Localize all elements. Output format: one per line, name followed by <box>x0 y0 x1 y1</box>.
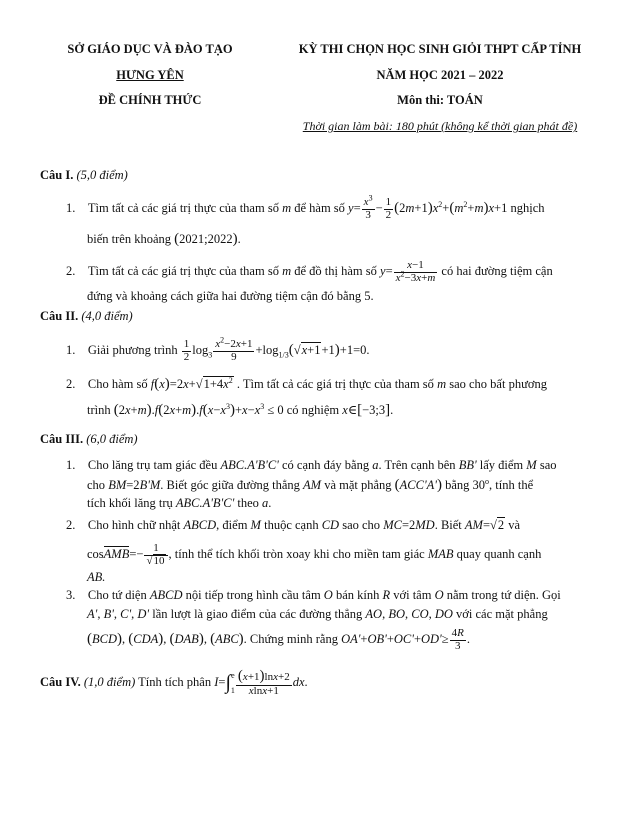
q1-1-line1: 1. Tìm tất cả các giá trị thực của tham số m để hàm số y= $\frac{x^3}{3}$ − $\frac{1}{2}$ $(2m+1)x^2+(m^2+m)x+1$ nghịch <box>66 193 545 221</box>
q3-1-line1: 1. Cho lăng trụ tam giác đều ABC.A'B'C' có cạnh đáy bằng a. Trên cạnh bên BB' lấy điểm M sao <box>66 458 557 472</box>
q3-1-line3: tích khối lăng trụ ABC.A'B'C' theo a. <box>87 496 272 510</box>
q1-2-line1: 2. Tìm tất cả các giá trị thực của tham số m để đồ thị hàm số y= $\frac{x-1}{x^2-3x+m}$ có hai đường tiệm cận <box>66 259 553 284</box>
q3-2-line1: 2. Cho hình chữ nhật ABCD, điểm M thuộc cạnh CD sao cho MC=2MD. Biết AM=√2 và <box>66 518 521 532</box>
section-title-2: Câu II. (4,0 điểm) <box>40 309 133 323</box>
q2-1-line1: 1. Giải phương trình $\frac{1}{2}$ $\log_3$ $\frac{x^2-2x+1}{9}$ $+\log_{1/3}(√x+1+1)+1=0$. <box>66 335 370 363</box>
q3-3-line2: A', B', C', D' lần lượt là giao điểm của các đường thẳng AO, BO, CO, DO với các mặt phẳng <box>87 607 548 621</box>
q3-1-line2: cho BM=2B'M. Biết góc giữa đường thẳng AM và mặt phẳng (ACC'A') bằng 30$^o$, tính thể <box>87 476 534 493</box>
section-title-1: Câu I. (5,0 điểm) <box>40 168 128 182</box>
q3-3-line1: 3. Cho tứ diện ABCD nội tiếp trong hình cầu tâm O bán kính R với tâm O nằm trong tứ diện. Gọi <box>66 588 561 602</box>
header-dept: SỞ GIÁO DỤC VÀ ĐÀO TẠO <box>67 42 233 56</box>
q2-2-line2: trình $(2x+m).f(2x+m).f(x-x^3)+x-x^3 \le 0$ có nghiệm x∈[−3;3]. <box>87 401 394 418</box>
header-official-label: ĐỀ CHÍNH THỨC <box>98 93 202 107</box>
header-time: Thời gian làm bài: 180 phút (không kể thời gian phát đề) <box>302 119 578 133</box>
q3-3-line3: (BCD), (CDA), (DAB), (ABC). Chứng minh rằng OA'+OB'+OC'+OD'≥ $\frac{4R}{3}$ . <box>87 627 470 652</box>
header-year: NĂM HỌC 2021 – 2022 <box>376 68 504 82</box>
q1-2-line2: đứng và khoảng cách giữa hai đường tiệm cận đó bằng 5. <box>87 289 374 303</box>
q4-line: Câu IV. (1,0 điểm) Tính tích phân I=∫e 1 $\frac{(x+1)\ln x+2}{xlnx+1}$ dx. <box>40 668 308 697</box>
section-title-3: Câu III. (6,0 điểm) <box>40 432 138 446</box>
header-subject: Môn thi: TOÁN <box>397 93 483 107</box>
q2-2-line1: 2. Cho hàm số $f(x)=2x+√1+4x^2$ . Tìm tất cả các giá trị thực của tham số m sao cho bất phương <box>66 375 547 392</box>
header-exam-title: KỲ THI CHỌN HỌC SINH GIỎI THPT CẤP TỈNH <box>298 42 582 56</box>
q3-2-line3: AB. <box>87 570 106 584</box>
q3-2-line2: cosAMB=− $\frac{1}{√10}$ , tính thể tích khối tròn xoay khi cho miền tam giác MAB quay quanh cạnh <box>87 542 542 567</box>
header-province: HƯNG YÊN <box>116 68 184 82</box>
q1-1-line2: biến trên khoảng (2021;2022). <box>87 231 241 247</box>
